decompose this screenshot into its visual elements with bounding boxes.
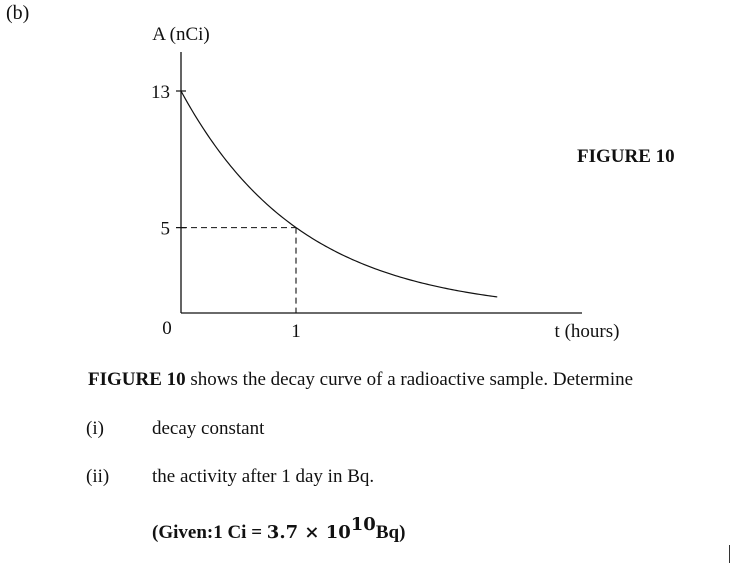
part-label: (b): [6, 2, 30, 24]
axes: [176, 52, 582, 313]
given-exponent: 10: [350, 514, 376, 535]
edge-mark: [729, 545, 730, 563]
question-ii-text: the activity after 1 day in Bq.: [152, 466, 375, 487]
y-axis-label: A (nCi): [152, 24, 210, 45]
question-i-number: (i): [86, 418, 104, 439]
question-ii-number: (ii): [86, 466, 110, 487]
given-prefix: (Given:1 Ci =: [152, 522, 267, 543]
caption-figure-ref: FIGURE 10: [88, 369, 186, 390]
given-suffix: Bq): [375, 522, 406, 543]
given-constant: [152, 514, 405, 544]
y-tick-label-5: 5: [160, 218, 170, 240]
given-value: 3.7 × 10: [266, 522, 351, 543]
caption-text: shows the decay curve of a radioactive sample. Determine: [185, 369, 634, 390]
question-caption: [88, 369, 633, 391]
origin-label: 0: [162, 318, 172, 339]
chart-labels: [151, 24, 619, 342]
chart-marks: [181, 91, 497, 313]
y-tick-label-13: 13: [151, 82, 170, 103]
decay-curve: [181, 91, 497, 297]
x-axis-label: t (hours): [554, 321, 620, 342]
x-tick-label-1: 1: [291, 321, 301, 342]
figure-label: FIGURE 10: [577, 146, 675, 167]
question-i-text: decay constant: [152, 418, 265, 439]
